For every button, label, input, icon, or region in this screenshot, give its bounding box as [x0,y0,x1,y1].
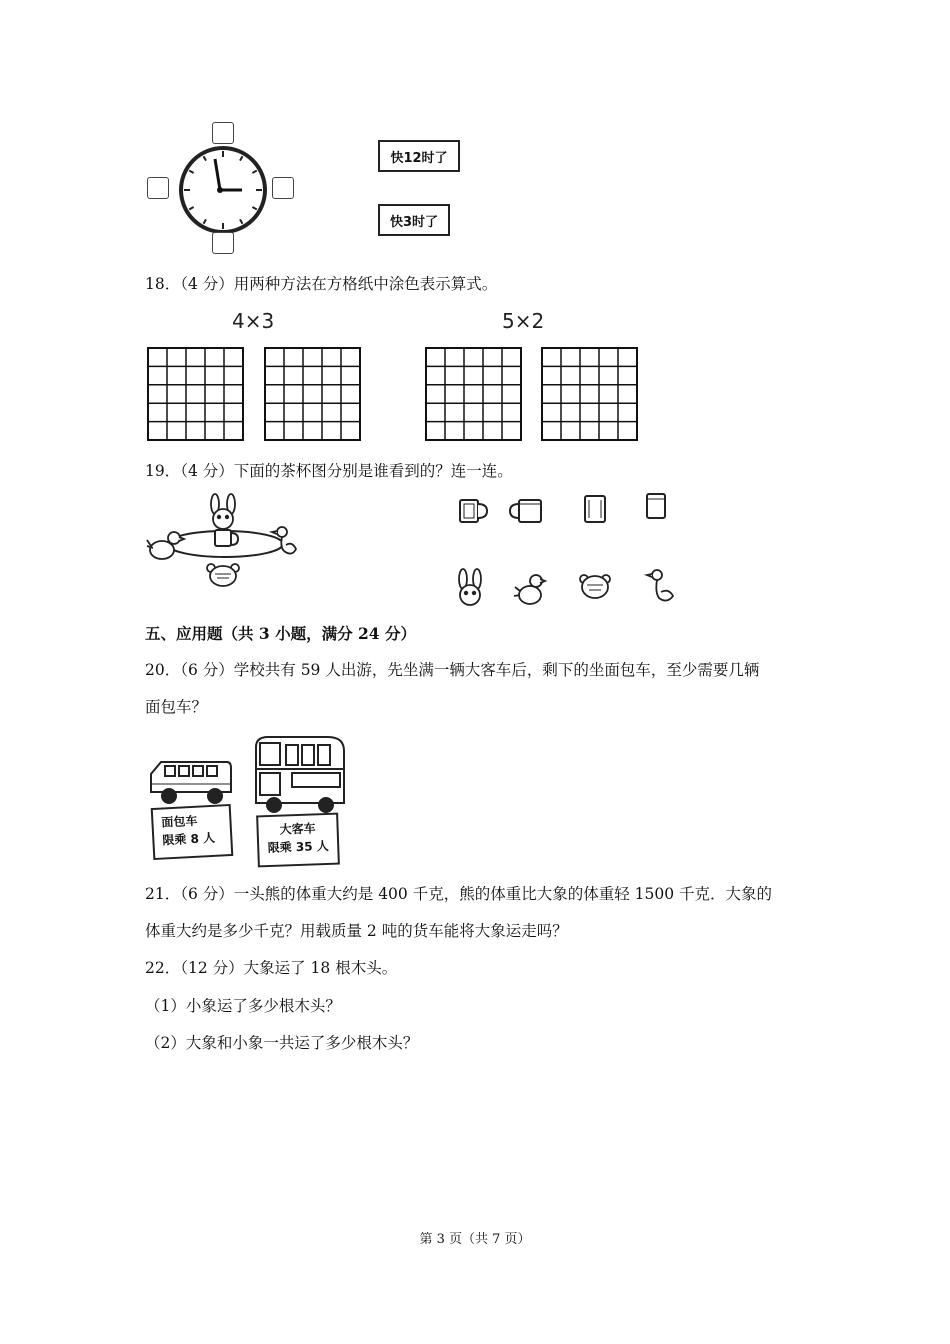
bus-sign-name: 大客车 [279,821,316,837]
q22-text: 22．（12 分）大象运了 18 根木头。 [145,959,398,977]
q19-text: 19．（4 分）下面的茶杯图分别是谁看到的？连一连。 [145,462,513,480]
answer-box-right[interactable] [272,177,294,199]
clock-label-bottom: 快3时了 [378,204,450,236]
answer-box-left[interactable] [147,177,169,199]
page-footer: 第 3 页（共 7 页） [419,1232,531,1247]
bear-viewer-icon [580,575,610,598]
table-scene [145,492,305,588]
q22-sub-question-2: （2）大象和小象一共运了多少根木头？ [145,1034,419,1052]
section-5-title: 五、应用题（共 3 小题，满分 24 分） [145,624,416,643]
animal-viewers [450,565,680,610]
van-icon [151,762,231,803]
q18-expression-1: 4×3 [232,309,275,333]
grid-5x2-b[interactable] [541,347,638,441]
q18-text: 18．（4 分）用两种方法在方格纸中涂色表示算式。 [145,275,498,293]
q21-line-2: 体重大约是多少千克？用载质量 2 吨的货车能将大象运走吗？ [145,922,568,940]
cup-view-2-icon [510,500,541,522]
q18-expression-2: 5×2 [502,309,545,333]
q20-line-2: 面包车？ [145,698,208,716]
grid-4x3-b[interactable] [264,347,361,441]
bus-sign [256,813,340,868]
q22-sub-question-1: （1）小象运了多少根木头？ [145,997,341,1015]
q20-line-1: 20．（6 分）学校共有 59 人出游，先坐满一辆大客车后，剩下的坐面包车，至少需要几辆 [145,661,760,679]
double-decker-bus-icon [256,737,344,812]
rabbit-viewer-icon [459,569,481,605]
cup-view-3-icon [585,496,605,522]
van-sign [151,804,234,860]
chicken-viewer-icon [514,575,545,604]
q21-line-1: 21．（6 分）一头熊的体重大约是 400 千克，熊的体重比大象的体重轻 1500 千克．大象的 [145,885,773,903]
answer-box-bottom[interactable] [212,232,234,254]
answer-box-top[interactable] [212,122,234,144]
cup-view-1-icon [460,500,487,522]
van-illustration [147,752,235,808]
van-sign-capacity: 限乘 8 人 [162,830,216,848]
van-sign-name: 面包车 [161,813,198,830]
bus-sign-capacity: 限乘 35 人 [267,838,330,856]
grid-4x3-a[interactable] [147,347,244,441]
clock-label-top: 快12时了 [378,140,460,172]
grid-5x2-a[interactable] [425,347,522,441]
cup-view-4-icon [647,494,665,518]
bus-illustration [252,733,348,813]
duck-viewer-icon [647,570,673,601]
rabbit-icon [211,494,235,529]
cup-views [455,490,675,530]
bear-icon [207,564,239,586]
